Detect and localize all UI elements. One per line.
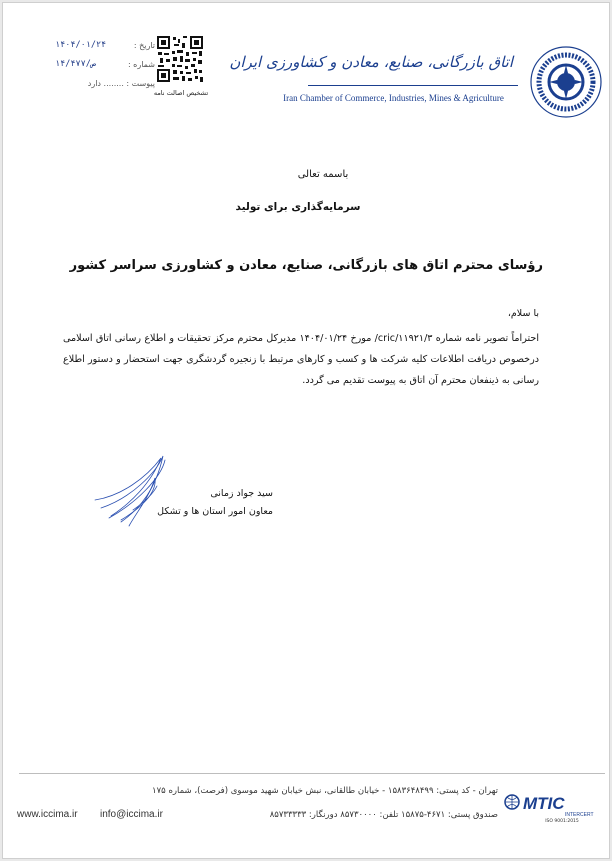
footer-divider xyxy=(19,773,605,774)
chamber-name-fa: اتاق بازرگانی، صنایع، معادن و کشاورزی ایران xyxy=(229,53,513,71)
letter-page xyxy=(2,2,610,859)
footer-address: تهران - کد پستی: ۱۵۸۳۶۴۸۴۹۹ - خیابان طالقانی، نبش خیابان شهید موسوی (فرصت)، شماره ۱۷۵ xyxy=(152,786,498,796)
date-value: ۱۴۰۴/۰۱/۲۴ xyxy=(55,40,107,50)
qr-caption: تشخیص اصالت نامه xyxy=(153,89,209,97)
chamber-name-en: Iran Chamber of Commerce, Industries, Mines & Agriculture xyxy=(283,93,504,103)
iccima-logo-icon xyxy=(529,45,603,119)
mtic-brand-text: MTIC xyxy=(523,794,565,813)
email-link[interactable]: info@iccima.ir xyxy=(100,809,163,820)
number-label: شماره : xyxy=(127,60,155,69)
invocation: باسمه تعالی xyxy=(297,169,349,180)
number-value: ۱۴/۴۷۷/ص xyxy=(55,59,96,69)
letter-body: احتراماً تصویر نامه شماره ۳/cric/۱۱۹۲۱/ مورخ ۱۴۰۴/۰۱/۲۴ مدیرکل محترم مرکز تحقیقات و اطلاع رسانی اتاق اسلامی درخصوص دریافت اطلاعات کلیه شرکت ها و کسب و کارهای مرتبط با زنجیره گردشگری جهت استحضار و دستور اطلاع رسانی به ذینفعان محترم آن اتاق به پیوست تقدیم می گردد. xyxy=(63,333,539,386)
meta-number xyxy=(55,60,155,74)
signer-title: معاون امور استان ها و تشکل xyxy=(157,506,273,517)
mtic-sub-text: INTERCERT xyxy=(565,812,594,818)
iso-label: ISO 9001:2015 xyxy=(545,819,579,824)
greeting: با سلام، xyxy=(507,308,539,319)
footer-contact: صندوق پستی: ۴۶۷۱-۱۵۸۷۵ تلفن: ۸۵۷۳۰۰۰۰ دورنگار: ۸۵۷۳۳۳۳۳ xyxy=(269,810,498,820)
letter-subject: سرمایه‌گذاری برای تولید xyxy=(235,201,361,213)
website-link[interactable]: www.iccima.ir xyxy=(17,809,78,820)
meta-date xyxy=(55,41,155,55)
date-label: تاریخ : xyxy=(133,41,155,50)
attachment-label: پیوست : ........ دارد xyxy=(87,79,155,88)
recipient: رؤسای محترم اتاق های بازرگانی، صنایع، معادن و کشاورزی سراسر کشور xyxy=(69,258,543,273)
signer-name: سید جواد زمانی xyxy=(210,488,273,499)
header-divider xyxy=(308,85,518,86)
meta-attachment xyxy=(55,79,155,93)
qr-code-icon[interactable] xyxy=(156,35,204,83)
